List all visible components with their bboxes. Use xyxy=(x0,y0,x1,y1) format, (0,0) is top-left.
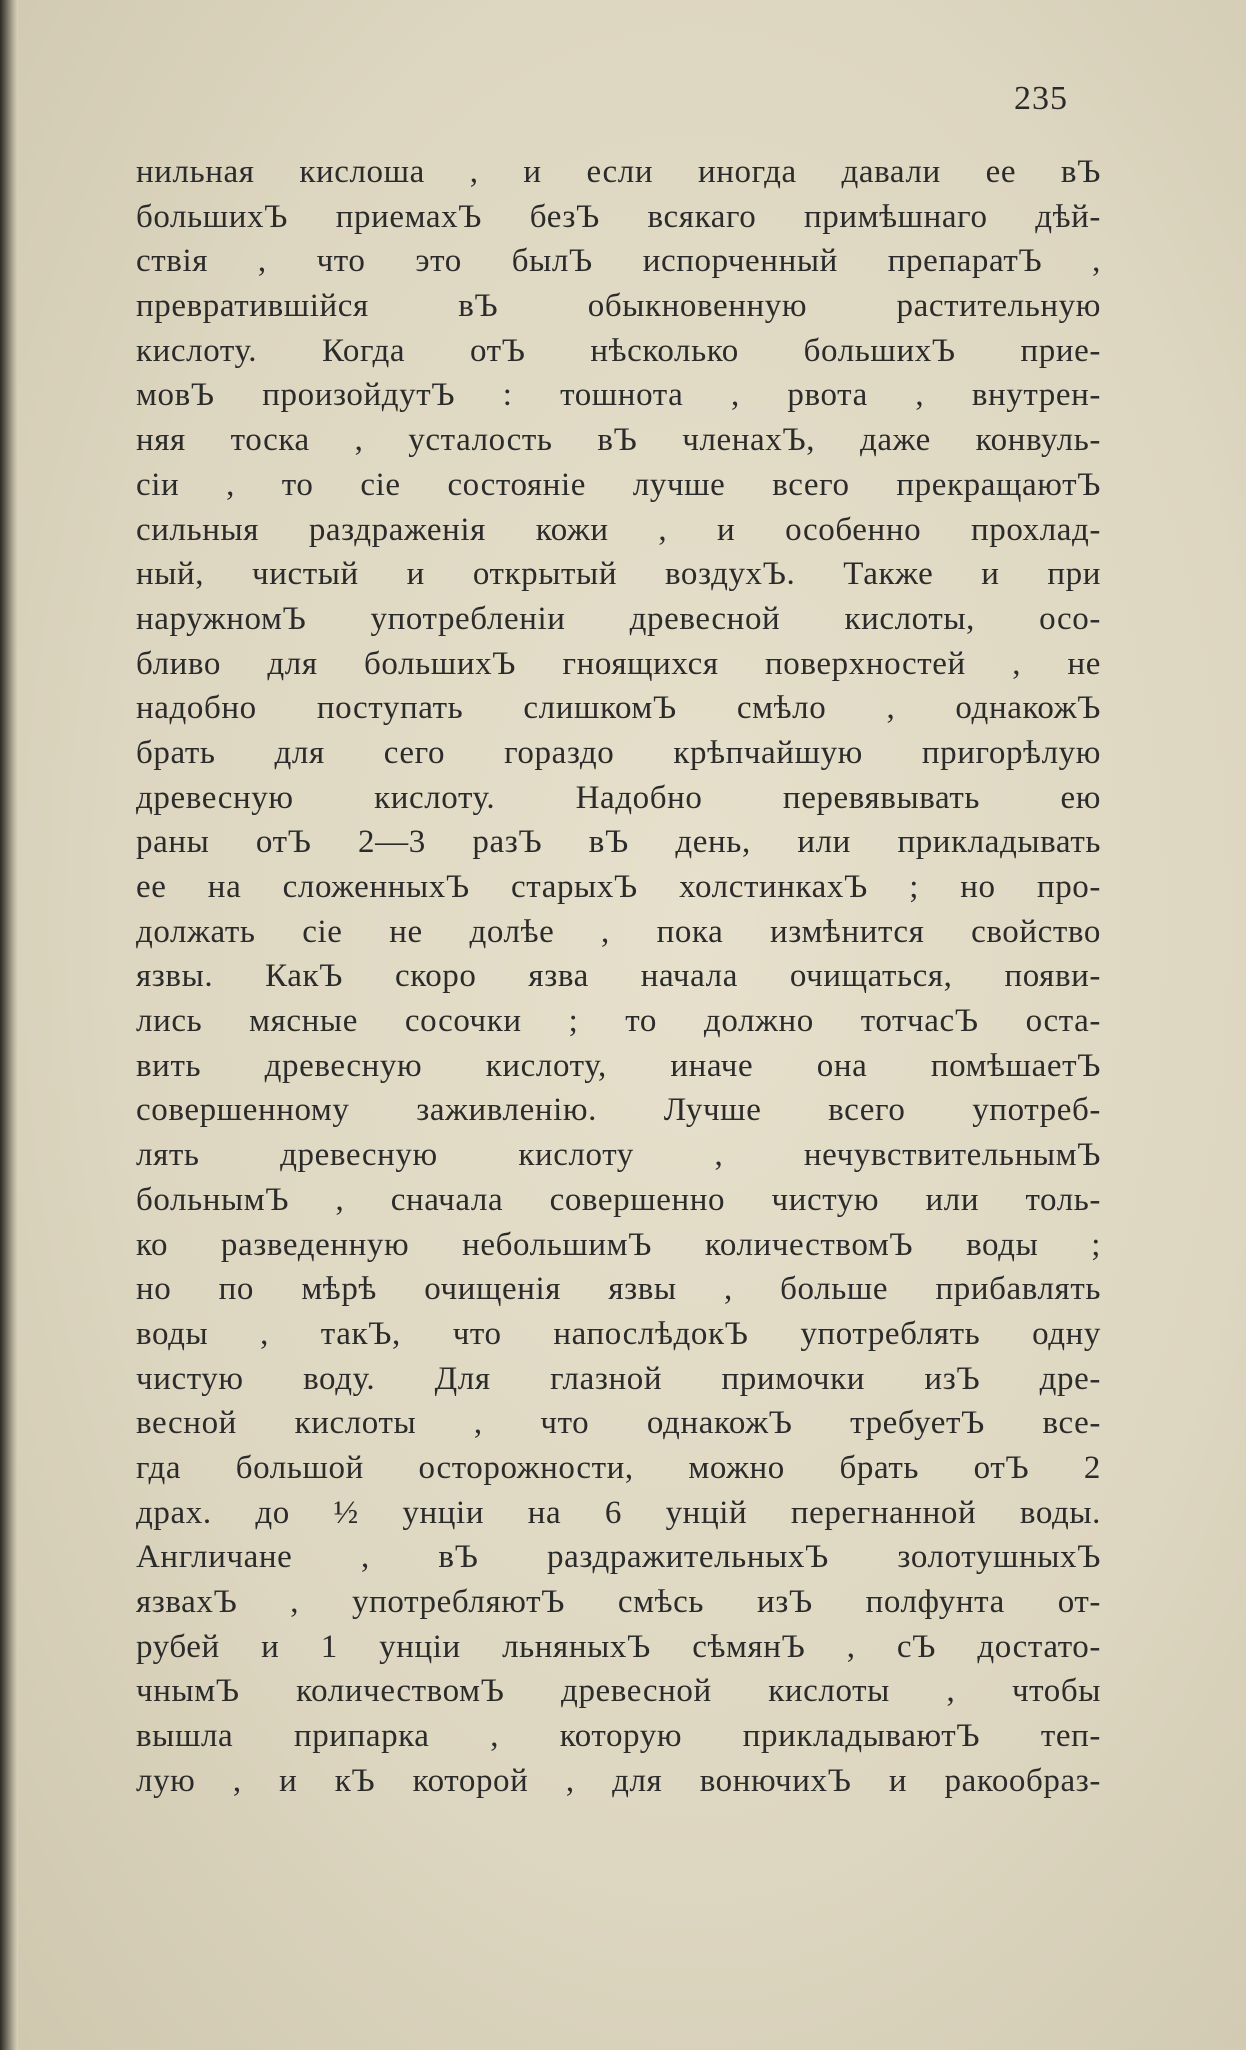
text-line: ный, чистый и открытый воздухЪ. Также и при xyxy=(136,556,1101,593)
text-line: бливо для большихЪ гноящихся поверхностей , не xyxy=(136,645,1101,682)
text-line: брать для сего гораздо крѣпчайшую пригорѣлую xyxy=(136,734,1101,771)
text-line: сіи , то сіе состояніе лучше всего прекращаютЪ xyxy=(136,466,1101,503)
text-line: превратившійся вЪ обыкновенную растительную xyxy=(136,288,1101,325)
text-line: наружномЪ употребленіи древесной кислоты, осо- xyxy=(136,600,1101,637)
text-line: чнымЪ количествомЪ древесной кислоты , чтобы xyxy=(136,1673,1101,1710)
text-line: ее на сложенныхЪ старыхЪ холстинкахЪ ; но про- xyxy=(136,869,1101,905)
text-line: раны отЪ 2—3 разЪ вЪ день, или прикладывать xyxy=(136,824,1101,861)
text-line: язвы. КакЪ скоро язва начала очищаться, появи- xyxy=(136,958,1101,995)
text-line: лись мясные сосочки ; то должно тотчасЪ оста- xyxy=(136,1003,1101,1040)
text-line: больнымЪ , сначала совершенно чистую или толь- xyxy=(136,1181,1101,1218)
book-page xyxy=(18,0,1246,2050)
binding-shadow xyxy=(0,0,18,2050)
text-line: должать сіе не долѣе , пока измѣнится свойство xyxy=(136,913,1101,950)
text-line: вышла припарка , которую прикладываютЪ теп- xyxy=(136,1718,1101,1755)
text-line: рубей и 1 унціи льняныхЪ сѣмянЪ , сЪ достато- xyxy=(136,1628,1101,1665)
text-line: мовЪ произойдутЪ : тошнота , рвота , внутрен- xyxy=(136,377,1101,414)
page-number: 235 xyxy=(1014,80,1068,117)
text-line: но по мѣрѣ очищенія язвы , больше прибавлять xyxy=(136,1271,1101,1308)
text-line: нильная кислоша , и если иногда давали ее вЪ xyxy=(136,154,1101,190)
text-line: совершенному заживленію. Лучше всего употреб- xyxy=(136,1092,1101,1129)
text-line: ко разведенную небольшимЪ количествомЪ воды ; xyxy=(136,1226,1101,1263)
text-line: кислоту. Когда отЪ нѣсколько большихЪ прие- xyxy=(136,332,1101,369)
text-line: гда большой осторожности, можно брать отЪ 2 xyxy=(136,1449,1101,1486)
text-line: лую , и кЪ которой , для вонючихЪ и ракообраз- xyxy=(136,1762,1101,1799)
text-line: няя тоска , усталость вЪ членахЪ, даже конвуль- xyxy=(136,422,1101,459)
text-line: ствія , что это былЪ испорченный препаратЪ , xyxy=(136,243,1101,280)
text-line: большихЪ приемахЪ безЪ всякаго примѣшнаго дѣй- xyxy=(136,198,1101,235)
text-line: весной кислоты , что однакожЪ требуетЪ все- xyxy=(136,1405,1101,1442)
text-line: чистую воду. Для глазной примочки изЪ дре- xyxy=(136,1360,1101,1397)
text-line: древесную кислоту. Надобно перевявывать ею xyxy=(136,779,1101,816)
text-line: сильныя раздраженія кожи , и особенно прохлад- xyxy=(136,511,1101,548)
body-text xyxy=(136,150,1101,1803)
text-line: лять древесную кислоту , нечувствительнымЪ xyxy=(136,1137,1101,1174)
text-line: драх. до ½ унціи на 6 унцій перегнанной воды. xyxy=(136,1494,1101,1531)
text-line: вить древесную кислоту, иначе она помѣшаетЪ xyxy=(136,1047,1101,1084)
text-line: Англичане , вЪ раздражительныхЪ золотушныхЪ xyxy=(136,1539,1101,1576)
text-line: надобно поступать слишкомЪ смѣло , однакожЪ xyxy=(136,690,1101,727)
text-line: воды , такЪ, что напослѣдокЪ употреблять одну xyxy=(136,1315,1101,1352)
text-line: язвахЪ , употребляютЪ смѣсь изЪ полфунта от- xyxy=(136,1584,1101,1620)
